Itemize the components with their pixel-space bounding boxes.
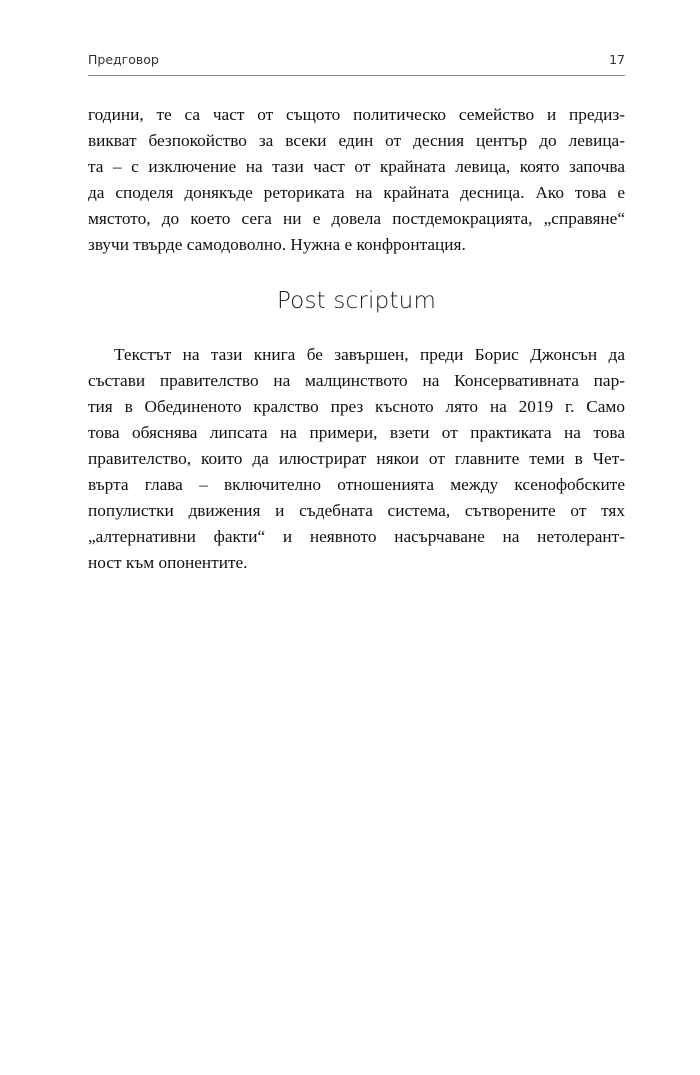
paragraph-line: това обяснява липсата на примери, взети от практиката на това: [88, 423, 625, 442]
paragraph-line: ност към опонентите.: [88, 553, 248, 572]
header-rule: [88, 75, 625, 76]
paragraph-line: Текстът на тази книга бе завършен, преди Борис Джонсън да: [114, 345, 625, 364]
paragraph-line: години, те са част от същото политическо семейство и предиз-: [88, 105, 625, 124]
paragraph-post-scriptum: [88, 342, 625, 576]
paragraph-line: викват безпокойство за всеки един от десния център до левица-: [88, 131, 625, 150]
paragraph-line: „алтернативни факти“ и неявното насърчаване на нетолерант-: [88, 527, 625, 546]
page-number: 17: [609, 52, 625, 67]
paragraph-line: мястото, до което сега ни е довела постдемокрацията, „справяне“: [88, 209, 625, 228]
paragraph-line: та – с изключение на тази част от крайната левица, която започва: [88, 157, 625, 176]
paragraph-line: популистки движения и съдебната система, сътворените от тях: [88, 501, 625, 520]
paragraph-continued: [88, 102, 625, 258]
paragraph-line: правителство, които да илюстрират някои от главните теми в Чет-: [88, 449, 625, 468]
paragraph-line: тия в Обединеното кралство през късното лято на 2019 г. Само: [88, 397, 625, 416]
paragraph-line: звучи твърде самодоволно. Нужна е конфронтация.: [88, 235, 466, 254]
section-heading: Post scriptum: [276, 288, 437, 314]
paragraph-line: състави правителство на малцинството на Консервативната пар-: [88, 371, 625, 390]
running-header: [88, 52, 625, 72]
paragraph-line: върта глава – включително отношенията между ксенофобските: [88, 475, 625, 494]
paragraph-line: да споделя донякъде реториката на крайната десница. Ако това е: [88, 183, 625, 202]
running-header-title: Предговор: [88, 52, 159, 67]
